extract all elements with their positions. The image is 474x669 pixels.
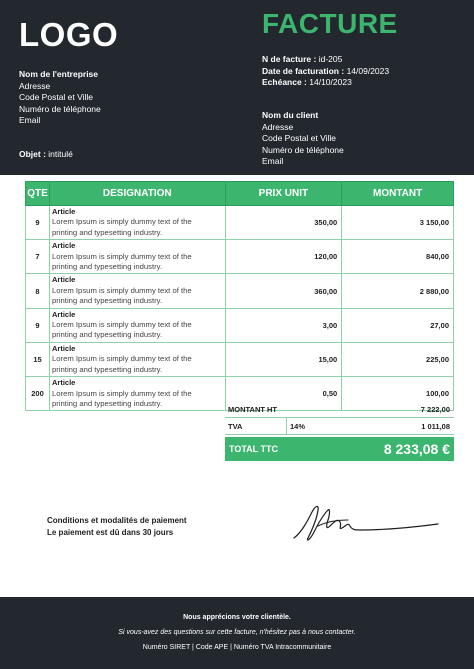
article-desc-line2: printing and typesetting industry.: [51, 330, 163, 340]
table-row: [26, 240, 454, 274]
invoice-number-label: N de facture :: [262, 54, 317, 64]
invoice-due-value: 14/10/2023: [309, 77, 352, 87]
cell-prix-unit: 0,50: [225, 377, 342, 411]
col-montant: MONTANT: [342, 182, 454, 206]
invoice-number: [262, 54, 389, 66]
signature: [288, 500, 443, 545]
subject-label: Objet :: [19, 149, 46, 159]
client-city: Code Postal et Ville: [262, 133, 337, 143]
cell-montant: 27,00: [342, 308, 454, 342]
col-designation: DESIGNATION: [49, 182, 225, 206]
cell-montant: 2 880,00: [342, 274, 454, 308]
article-title: Article: [51, 207, 76, 216]
cell-prix-unit: 350,00: [225, 206, 342, 240]
totals-block: [225, 401, 454, 461]
tva-label: TVA: [228, 421, 243, 431]
invoice-footer: [0, 597, 474, 669]
cell-qte: 200: [26, 377, 50, 411]
article-desc-line1: Lorem Ipsum is simply dummy text of the: [51, 251, 192, 261]
cell-prix-unit: 120,00: [225, 240, 342, 274]
client-block: [262, 110, 344, 168]
cell-prix-unit: 3,00: [225, 308, 342, 342]
company-block: [19, 69, 101, 127]
table-row: [26, 342, 454, 376]
cell-qte: 9: [26, 308, 50, 342]
total-ttc-label: TOTAL TTC: [229, 444, 278, 454]
client-address: Adresse: [262, 121, 294, 132]
article-desc-line1: Lorem Ipsum is simply dummy text of the: [51, 217, 192, 227]
invoice-header: [0, 0, 474, 175]
company-name: Nom de l'entreprise: [19, 69, 99, 79]
invoice-due: [262, 77, 389, 89]
cell-designation: [49, 342, 225, 376]
total-ht-row: [225, 401, 454, 418]
invoice-date-label: Date de facturation :: [262, 65, 345, 76]
cell-prix-unit: 15,00: [225, 342, 342, 376]
article-title: Article: [51, 309, 76, 319]
invoice-number-value: id-205: [318, 54, 343, 64]
company-email: Email: [19, 115, 41, 125]
total-ttc-value: 8 233,08 €: [383, 441, 450, 457]
cell-designation: [49, 240, 225, 274]
cell-designation: [49, 308, 225, 342]
tva-rate: 14%: [286, 418, 342, 434]
table-row: [26, 274, 454, 308]
cell-montant: 840,00: [342, 240, 454, 274]
cell-designation: [49, 377, 225, 411]
invoice-meta: [262, 54, 389, 89]
footer-line2: Si vous-avez des questions sur cette facture, n'hésitez pas à nous contacter.: [118, 629, 356, 636]
cell-designation: [49, 206, 225, 240]
cell-prix-unit: 360,00: [225, 274, 342, 308]
article-desc-line2: printing and typesetting industry.: [51, 398, 163, 408]
total-ht-label: MONTANT HT: [228, 404, 278, 414]
col-prix-unit: PRIX UNIT: [225, 182, 342, 206]
footer-line1: Nous apprécions votre clientèle.: [183, 614, 291, 621]
total-ttc-row: [225, 437, 454, 461]
table-row: [26, 206, 454, 240]
conditions-text: Le paiement est dû dans 30 jours: [47, 528, 174, 537]
invoice-title: FACTURE: [262, 8, 398, 39]
tva-value: 1 011,08: [421, 421, 450, 431]
client-email: Email: [262, 156, 284, 166]
col-qte: QTE: [26, 182, 50, 206]
article-title: Article: [51, 241, 76, 251]
cell-montant: 100,00: [342, 377, 454, 411]
client-name: Nom du client: [262, 110, 319, 120]
items-table: [25, 181, 454, 411]
article-desc-line1: Lorem Ipsum is simply dummy text of the: [51, 320, 192, 330]
invoice-subject: [19, 149, 73, 159]
company-city: Code Postal et Ville: [19, 92, 94, 102]
article-desc-line1: Lorem Ipsum is simply dummy text of the: [51, 285, 192, 295]
invoice-date: [262, 66, 389, 78]
total-ht-value: 7 222,00: [420, 404, 450, 414]
company-address: Adresse: [19, 80, 51, 91]
client-phone: Numéro de téléphone: [262, 144, 344, 155]
cell-montant: 3 150,00: [342, 206, 454, 240]
cell-qte: 15: [26, 342, 50, 376]
table-row: [26, 308, 454, 342]
article-desc-line2: printing and typesetting industry.: [51, 296, 163, 306]
article-title: Article: [51, 275, 76, 285]
footer-line3: Numéro SIRET | Code APE | Numéro TVA Intracommunitaire: [142, 644, 332, 651]
article-title: Article: [51, 378, 76, 388]
payment-conditions: [47, 515, 187, 539]
subject-value: intitulé: [48, 149, 73, 159]
invoice-due-label: Echéance :: [262, 77, 307, 87]
invoice-date-value: 14/09/2023: [346, 65, 390, 76]
logo: LOGO: [19, 16, 119, 53]
company-phone: Numéro de téléphone: [19, 103, 101, 114]
article-desc-line2: printing and typesetting industry.: [51, 364, 163, 374]
cell-montant: 225,00: [342, 342, 454, 376]
table-header-row: [26, 182, 454, 206]
article-desc-line1: Lorem Ipsum is simply dummy text of the: [51, 354, 192, 364]
cell-designation: [49, 274, 225, 308]
article-desc-line2: printing and typesetting industry.: [51, 227, 163, 237]
article-desc-line2: printing and typesetting industry.: [51, 262, 163, 272]
conditions-title: Conditions et modalités de paiement: [47, 516, 187, 525]
cell-qte: 7: [26, 240, 50, 274]
cell-qte: 8: [26, 274, 50, 308]
tva-row: [225, 418, 454, 435]
article-desc-line1: Lorem Ipsum is simply dummy text of the: [51, 388, 192, 398]
cell-qte: 9: [26, 206, 50, 240]
article-title: Article: [51, 343, 76, 353]
